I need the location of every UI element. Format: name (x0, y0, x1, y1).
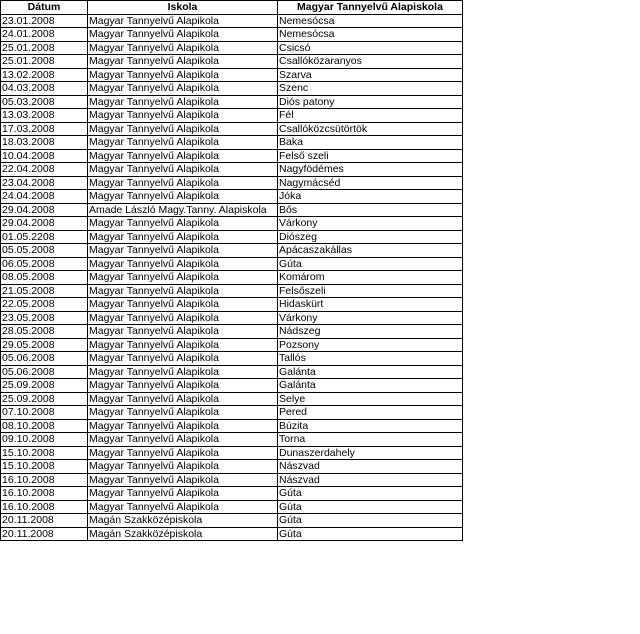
table-row (1, 338, 463, 352)
date-cell: 04.03.2008 (1, 82, 88, 96)
school-cell: Magyar Tannyelvű Alapikola (88, 257, 278, 271)
school-cell: Magyar Tannyelvű Alapikola (88, 365, 278, 379)
school-cell: Magyar Tannyelvű Alapikola (88, 14, 278, 28)
school-cell: Magyar Tannyelvű Alapikola (88, 55, 278, 69)
place-cell: Tallós (278, 352, 463, 366)
table-row (1, 379, 463, 393)
school-cell: Magyar Tannyelvű Alapikola (88, 109, 278, 123)
date-cell: 13.02.2008 (1, 68, 88, 82)
place-cell: Várkony (278, 217, 463, 231)
date-cell: 25.09.2008 (1, 392, 88, 406)
table-row (1, 406, 463, 420)
table-row (1, 487, 463, 501)
school-cell: Magyar Tannyelvű Alapikola (88, 352, 278, 366)
school-cell: Magyar Tannyelvű Alapikola (88, 41, 278, 55)
table-row (1, 352, 463, 366)
school-cell: Magyar Tannyelvű Alapikola (88, 406, 278, 420)
place-cell: Csallóközcsütörtök (278, 122, 463, 136)
table-row (1, 433, 463, 447)
place-cell: Gúta (278, 527, 463, 541)
date-cell: 10.04.2008 (1, 149, 88, 163)
school-cell: Magyar Tannyelvű Alapikola (88, 446, 278, 460)
school-cell: Magyar Tannyelvű Alapikola (88, 176, 278, 190)
place-cell: Szarva (278, 68, 463, 82)
header-date: Dátum (1, 1, 88, 15)
school-cell: Magyar Tannyelvű Alapikola (88, 379, 278, 393)
date-cell: 05.03.2008 (1, 95, 88, 109)
school-cell: Magyar Tannyelvű Alapikola (88, 28, 278, 42)
school-cell: Magyar Tannyelvű Alapikola (88, 325, 278, 339)
place-cell: Gúta (278, 500, 463, 514)
school-cell: Magyar Tannyelvű Alapikola (88, 311, 278, 325)
place-cell: Nemesócsa (278, 14, 463, 28)
school-cell: Magyar Tannyelvű Alapikola (88, 298, 278, 312)
school-cell: Magán Szakközépiskola (88, 514, 278, 528)
place-cell: Várkony (278, 311, 463, 325)
header-place: Magyar Tannyelvű Alapiskola (278, 1, 463, 15)
table-row (1, 217, 463, 231)
place-cell: Diószeg (278, 230, 463, 244)
place-cell: Felsőszeli (278, 284, 463, 298)
school-cell: Magyar Tannyelvű Alapikola (88, 487, 278, 501)
table-row (1, 500, 463, 514)
table-row (1, 514, 463, 528)
table-row (1, 244, 463, 258)
table-row (1, 392, 463, 406)
date-cell: 23.05.2008 (1, 311, 88, 325)
place-cell: Jóka (278, 190, 463, 204)
date-cell: 20.11.2008 (1, 527, 88, 541)
date-cell: 08.10.2008 (1, 419, 88, 433)
table-row (1, 82, 463, 96)
date-cell: 29.04.2008 (1, 203, 88, 217)
school-cell: Magyar Tannyelvű Alapikola (88, 433, 278, 447)
date-cell: 22.04.2008 (1, 163, 88, 177)
table-header (1, 1, 463, 15)
date-cell: 15.10.2008 (1, 446, 88, 460)
place-cell: Nagymácséd (278, 176, 463, 190)
table-row (1, 176, 463, 190)
table-row (1, 298, 463, 312)
place-cell: Gúta (278, 487, 463, 501)
place-cell: Hidaskürt (278, 298, 463, 312)
table-row (1, 109, 463, 123)
place-cell: Nádszeg (278, 325, 463, 339)
date-cell: 21.05.2008 (1, 284, 88, 298)
table-row (1, 271, 463, 285)
school-cell: Magyar Tannyelvű Alapikola (88, 392, 278, 406)
place-cell: Szenc (278, 82, 463, 96)
date-cell: 16.10.2008 (1, 487, 88, 501)
header-row (1, 1, 463, 15)
place-cell: Nászvad (278, 460, 463, 474)
place-cell: Nemesócsa (278, 28, 463, 42)
date-cell: 05.06.2008 (1, 365, 88, 379)
place-cell: Apácaszakállas (278, 244, 463, 258)
place-cell: Gúta (278, 257, 463, 271)
table-row (1, 55, 463, 69)
place-cell: Búzita (278, 419, 463, 433)
date-cell: 22.05.2008 (1, 298, 88, 312)
school-cell: Magyar Tannyelvű Alapikola (88, 82, 278, 96)
place-cell: Csallóközaranyos (278, 55, 463, 69)
place-cell: Baka (278, 136, 463, 150)
place-cell: Torna (278, 433, 463, 447)
table-row (1, 460, 463, 474)
school-cell: Magyar Tannyelvű Alapikola (88, 473, 278, 487)
table-row (1, 473, 463, 487)
school-cell: Magyar Tannyelvű Alapikola (88, 230, 278, 244)
school-cell: Magyar Tannyelvű Alapikola (88, 500, 278, 514)
table-row (1, 419, 463, 433)
school-cell: Magyar Tannyelvű Alapikola (88, 217, 278, 231)
date-cell: 28.05.2008 (1, 325, 88, 339)
table-row (1, 284, 463, 298)
school-cell: Magyar Tannyelvű Alapikola (88, 419, 278, 433)
school-cell: Magyar Tannyelvű Alapikola (88, 149, 278, 163)
table-row (1, 14, 463, 28)
date-cell: 25.01.2008 (1, 55, 88, 69)
table-row (1, 257, 463, 271)
place-cell: Nászvad (278, 473, 463, 487)
date-cell: 01.05.2208 (1, 230, 88, 244)
table-row (1, 149, 463, 163)
school-cell: Magyar Tannyelvű Alapikola (88, 244, 278, 258)
school-cell: Magyar Tannyelvű Alapikola (88, 338, 278, 352)
school-cell: Magyar Tannyelvű Alapikola (88, 460, 278, 474)
place-cell: Pozsony (278, 338, 463, 352)
date-cell: 08.05.2008 (1, 271, 88, 285)
table-row (1, 163, 463, 177)
place-cell: Galánta (278, 379, 463, 393)
school-cell: Magyar Tannyelvű Alapikola (88, 95, 278, 109)
table-body (1, 14, 463, 541)
date-cell: 17.03.2008 (1, 122, 88, 136)
school-cell: Magyar Tannyelvű Alapikola (88, 122, 278, 136)
place-cell: Selye (278, 392, 463, 406)
table-row (1, 95, 463, 109)
place-cell: Bős (278, 203, 463, 217)
school-cell: Magyar Tannyelvű Alapikola (88, 284, 278, 298)
header-school: Iskola (88, 1, 278, 15)
date-cell: 20.11.2008 (1, 514, 88, 528)
date-cell: 29.05.2008 (1, 338, 88, 352)
date-cell: 23.01.2008 (1, 14, 88, 28)
school-cell: Magyar Tannyelvű Alapikola (88, 68, 278, 82)
table-row (1, 28, 463, 42)
table-row (1, 365, 463, 379)
school-cell: Magyar Tannyelvű Alapikola (88, 190, 278, 204)
place-cell: Pered (278, 406, 463, 420)
table-row (1, 122, 463, 136)
date-cell: 06.05.2008 (1, 257, 88, 271)
date-cell: 25.01.2008 (1, 41, 88, 55)
place-cell: Gúta (278, 514, 463, 528)
place-cell: Csicsó (278, 41, 463, 55)
place-cell: Fél (278, 109, 463, 123)
date-cell: 16.10.2008 (1, 500, 88, 514)
place-cell: Dunaszerdahely (278, 446, 463, 460)
school-cell: Amade László Magy.Tanny. Alapiskola (88, 203, 278, 217)
table-row (1, 203, 463, 217)
school-cell: Magyar Tannyelvű Alapikola (88, 271, 278, 285)
date-cell: 05.05.2008 (1, 244, 88, 258)
place-cell: Felső szeli (278, 149, 463, 163)
school-cell: Magyar Tannyelvű Alapikola (88, 163, 278, 177)
date-cell: 15.10.2008 (1, 460, 88, 474)
table-row (1, 68, 463, 82)
table-row (1, 41, 463, 55)
school-cell: Magán Szakközépiskola (88, 527, 278, 541)
table-row (1, 527, 463, 541)
place-cell: Galánta (278, 365, 463, 379)
date-cell: 05.06.2008 (1, 352, 88, 366)
table-row (1, 136, 463, 150)
place-cell: Komárom (278, 271, 463, 285)
date-cell: 13.03.2008 (1, 109, 88, 123)
date-cell: 24.04.2008 (1, 190, 88, 204)
place-cell: Nagyfödémes (278, 163, 463, 177)
school-cell: Magyar Tannyelvű Alapikola (88, 136, 278, 150)
place-cell: Diós patony (278, 95, 463, 109)
date-cell: 24.01.2008 (1, 28, 88, 42)
date-cell: 29.04.2008 (1, 217, 88, 231)
table-row (1, 230, 463, 244)
date-cell: 16.10.2008 (1, 473, 88, 487)
date-cell: 18.03.2008 (1, 136, 88, 150)
table-row (1, 190, 463, 204)
date-cell: 07.10.2008 (1, 406, 88, 420)
date-cell: 25.09.2008 (1, 379, 88, 393)
date-cell: 09.10.2008 (1, 433, 88, 447)
date-cell: 23.04.2008 (1, 176, 88, 190)
table-row (1, 446, 463, 460)
table-row (1, 311, 463, 325)
table-row (1, 325, 463, 339)
